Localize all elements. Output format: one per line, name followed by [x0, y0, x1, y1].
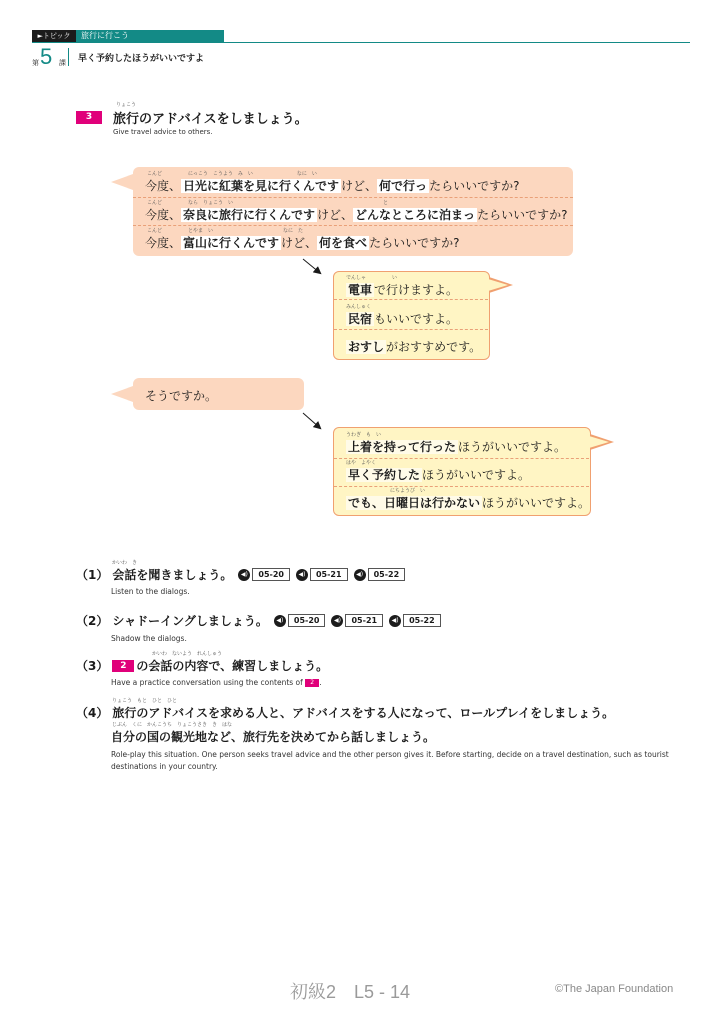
line-text: けど、 — [281, 236, 318, 250]
audio-track-label: 05-20 — [252, 568, 290, 581]
exercise-number: （2） — [76, 614, 109, 628]
line-text: 今度、 — [145, 179, 182, 193]
line-highlight: どんなところに泊まっ — [355, 208, 476, 222]
audio-track-label: 05-21 — [345, 614, 383, 627]
speaker-icon: ◀) — [354, 569, 366, 581]
arrow-2-icon — [303, 413, 320, 428]
lesson-title: 早く予約したほうがいいですよ — [78, 54, 205, 64]
line-text: 今度、 — [145, 208, 182, 222]
dialog-line — [346, 274, 458, 298]
divider — [133, 225, 573, 226]
ruby: りょこう もと ひと ひと — [112, 698, 178, 704]
ruby: かいわ き — [112, 560, 138, 566]
bubble3 — [133, 378, 304, 410]
copyright: ©The Japan Foundation — [555, 983, 674, 995]
dialog-line — [346, 487, 590, 511]
exercise-2 — [76, 612, 441, 645]
dialog-line: そうですか。 — [145, 389, 218, 403]
line-text: ほうがいいですよ。 — [422, 468, 531, 482]
line-highlight: 何を食べ — [319, 236, 368, 250]
line-text: ほうがいいですよ。 — [482, 496, 591, 510]
lesson-dai: 第 — [32, 59, 39, 67]
dialog-line — [346, 459, 530, 483]
exercise-english: Shadow the dialogs. — [111, 634, 187, 643]
arrow-1-icon — [303, 259, 320, 273]
line-text: たらいいですか? — [369, 236, 460, 250]
exercise-1 — [76, 559, 405, 598]
dialog-line — [145, 199, 567, 223]
bubble4-tail-inner — [589, 436, 609, 448]
line-highlight: 早く予約した — [348, 468, 421, 482]
ruby: こんど にっこう こうよう み い なに い — [147, 171, 317, 177]
speaker-icon: ◀) — [296, 569, 308, 581]
audio-button[interactable] — [331, 614, 383, 627]
ruby: はや よやく — [346, 460, 377, 466]
speaker-icon: ◀) — [331, 615, 343, 627]
dialog-line — [145, 170, 519, 194]
ruby: うわぎ も い — [346, 432, 382, 438]
line-text: がおすすめです。 — [386, 340, 482, 354]
line-text: もいいですよ。 — [374, 312, 459, 326]
exercise-number: （4） — [76, 706, 109, 720]
ruby: かいわ ないよう れんしゅう — [152, 651, 223, 657]
bubble2-tail-inner — [488, 279, 508, 291]
audio-track-label: 05-22 — [403, 614, 441, 627]
page-number: 初級2 L5 - 14 — [290, 982, 411, 1002]
exercise-text: シャドーイングしましょう。 — [112, 614, 268, 628]
ruby: こんど なら りょこう い と — [147, 200, 389, 206]
ruby: でんしゃ い — [346, 275, 398, 281]
exercise-text-2: 自分の国の観光地など、旅行先を決めてから話しましょう。 — [111, 730, 436, 744]
line-highlight: 奈良に旅行に行くんです — [183, 208, 316, 222]
ruby: にちようび い — [390, 488, 426, 494]
reference-badge-small: 2 — [305, 679, 319, 687]
dialog-line — [346, 338, 481, 355]
line-text: たらいいですか? — [429, 179, 520, 193]
exercise-number: （3） — [76, 659, 109, 673]
audio-button[interactable] — [296, 568, 348, 581]
audio-button[interactable] — [354, 568, 406, 581]
reference-badge: 2 — [112, 660, 134, 672]
divider — [334, 299, 488, 300]
audio-button[interactable] — [238, 568, 290, 581]
line-highlight: でも、日曜日は行かない — [348, 496, 481, 510]
exercise-english: Listen to the dialogs. — [111, 587, 190, 596]
ruby: こんど とやま い なに た — [147, 228, 304, 234]
line-highlight: 民宿 — [348, 312, 373, 326]
bubble2 — [333, 271, 490, 360]
exercise-english: Have a practice conversation using the contents of 2 . — [111, 678, 322, 687]
line-text: で行けますよ。 — [374, 283, 459, 297]
topic-title: 旅行に行こう — [76, 30, 224, 42]
dialog-line — [346, 303, 458, 327]
bubble4 — [333, 427, 591, 516]
line-highlight: 上着を持って行った — [348, 440, 457, 454]
divider — [133, 197, 573, 198]
line-text: けど、 — [317, 208, 354, 222]
lesson-separator — [68, 48, 69, 66]
ruby: じぶん くに かんこうち りょこうさき き はな — [112, 722, 233, 728]
ruby: みんしゅく — [346, 304, 372, 310]
line-text: けど、 — [341, 179, 378, 193]
line-text: たらいいですか? — [477, 208, 568, 222]
dialog-line — [346, 431, 566, 455]
line-highlight: 何で行っ — [379, 179, 428, 193]
bubble1 — [133, 167, 573, 256]
speaker-icon: ◀) — [238, 569, 250, 581]
topic-tag: ►トピック — [32, 30, 76, 42]
header-rule — [32, 42, 690, 43]
line-highlight: 日光に紅葉を見に行くんです — [183, 179, 340, 193]
exercise-text: の会話の内容で、練習しましょう。 — [136, 659, 329, 673]
line-text: 今度、 — [145, 236, 182, 250]
section-title: 旅行のアドバイスをしましょう。 — [113, 112, 308, 127]
audio-track-label: 05-20 — [288, 614, 326, 627]
exercise-4 — [76, 697, 676, 773]
exercise-text: 会話を聞きましょう。 — [112, 568, 233, 582]
line-highlight: おすし — [348, 340, 385, 354]
line-highlight: 富山に行くんです — [183, 236, 280, 250]
section-badge: 3 — [76, 111, 102, 124]
line-text: ほうがいいですよ。 — [458, 440, 567, 454]
audio-button[interactable] — [389, 614, 441, 627]
section-subtitle: Give travel advice to others. — [113, 128, 213, 136]
exercise-number: （1） — [76, 568, 109, 582]
exercise-3 — [76, 650, 328, 689]
audio-track-label: 05-22 — [368, 568, 406, 581]
exercise-text: 旅行のアドバイスを求める人と、アドバイスをする人になって、ロールプレイをしましょう。 — [112, 706, 615, 720]
speaker-icon: ◀) — [389, 615, 401, 627]
dialog-line — [145, 227, 459, 251]
audio-track-label: 05-21 — [310, 568, 348, 581]
line-highlight: 電車 — [348, 283, 373, 297]
exercise-english: Role-play this situation. One person seeks travel advice and the other person gives it. Before starting, decide on a travel destination, such as tourist destinations in your country. — [111, 750, 669, 771]
lesson-number: 5 — [40, 44, 53, 69]
speaker-icon: ◀) — [274, 615, 286, 627]
section-title-ruby: りょこう — [116, 102, 137, 108]
audio-button[interactable] — [274, 614, 326, 627]
lesson-ka: 課 — [59, 59, 66, 67]
divider — [334, 329, 488, 330]
bubble1-tail — [111, 174, 133, 190]
bubble3-tail — [111, 386, 133, 402]
